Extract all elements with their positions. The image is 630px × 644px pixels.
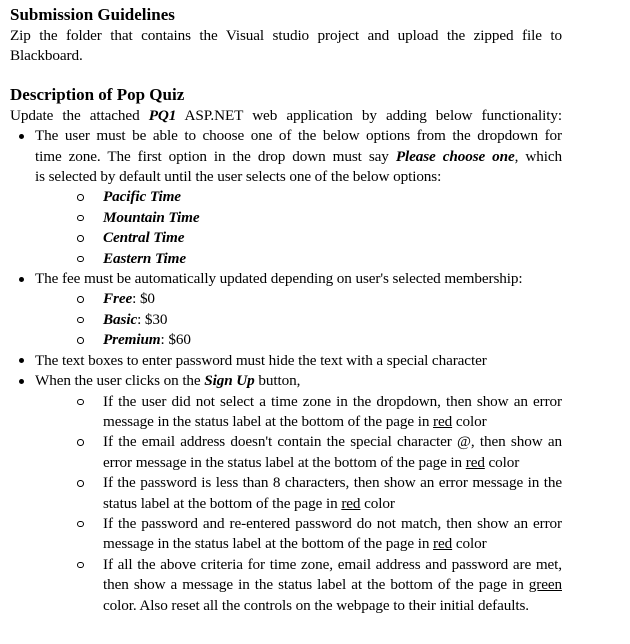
- case-line: If all the above criteria for time zone, email address and password are met,: [103, 555, 562, 573]
- timezone-text: time zone. The first option in the drop down must say: [35, 147, 396, 165]
- option-mountain-time: [10, 208, 562, 228]
- bullet-disc-icon: [19, 134, 24, 139]
- case-line: [103, 453, 562, 473]
- tier-name: Basic: [103, 310, 138, 328]
- case-text: color: [452, 535, 487, 553]
- option-central-time: [10, 228, 562, 248]
- case-text: color: [360, 494, 395, 512]
- option-label: Pacific Time: [103, 188, 181, 206]
- bullet-circle-icon: [77, 317, 84, 324]
- bullet-item-timezone: [10, 126, 562, 187]
- default-option-name: Please choose one: [395, 147, 515, 165]
- intro-text: ASP.NET web application by adding below functionality:: [176, 106, 562, 124]
- tier-amount: : $0: [132, 290, 155, 308]
- tier-name: Free: [103, 290, 133, 308]
- case-line: If the email address doesn't contain the special character @, then show an: [103, 433, 562, 451]
- case-line: [103, 494, 562, 514]
- case-line: color. Also reset all the controls on the webpage to their initial defaults.: [103, 596, 529, 614]
- fee-tier-basic: [10, 310, 562, 330]
- case-line: If the password and re-entered password do not match, then show an error: [103, 514, 562, 532]
- bullet-circle-icon: [77, 215, 84, 222]
- case-text: color: [484, 453, 520, 471]
- color-word-red: red: [433, 412, 453, 430]
- timezone-text: , which: [514, 147, 562, 165]
- case-text: message in the status label at the bottom of the page in: [103, 412, 434, 430]
- bullet-item-signup: [10, 371, 562, 391]
- signup-text: When the user clicks on the: [35, 372, 205, 390]
- bullet-circle-icon: [77, 521, 84, 528]
- timezone-line: is selected by default until the user selects one of the below options:: [35, 168, 442, 186]
- option-label: Central Time: [103, 229, 185, 247]
- bullet-circle-icon: [77, 194, 84, 201]
- signup-line: [35, 371, 562, 391]
- bullet-item-fee: [10, 269, 562, 289]
- submission-guidelines-heading: Submission Guidelines: [10, 5, 175, 24]
- tier-line: [103, 289, 562, 309]
- bullet-disc-icon: [19, 379, 24, 384]
- option-label: Mountain Time: [103, 208, 200, 226]
- color-word-green: green: [528, 576, 562, 594]
- paragraph-line: Zip the folder that contains the Visual studio project and upload the zipped file to: [10, 27, 562, 44]
- timezone-line: The user must be able to choose one of the below options from the dropdown for: [35, 127, 562, 145]
- fee-tier-free: [10, 289, 562, 309]
- tier-line: [103, 310, 562, 330]
- intro-text: Update the attached: [10, 106, 149, 124]
- signup-case-password-match-error: [10, 514, 562, 555]
- bullet-circle-icon: [77, 296, 84, 303]
- case-line: [103, 534, 562, 554]
- fee-text: The fee must be automatically updated depending on user's selected membership:: [35, 270, 523, 288]
- case-line: [103, 575, 562, 595]
- tier-amount: : $30: [137, 310, 168, 328]
- signup-case-email-error: [10, 432, 562, 473]
- case-text: then show a message in the status label at the bottom of the page in: [103, 576, 529, 594]
- bullet-circle-icon: [77, 256, 84, 263]
- bullet-disc-icon: [19, 277, 24, 282]
- bullet-item-password-masking: [10, 351, 562, 371]
- color-word-red: red: [341, 494, 361, 512]
- option-eastern-time: [10, 249, 562, 269]
- option-pacific-time: [10, 187, 562, 207]
- intro-line: [10, 106, 562, 126]
- bullet-circle-icon: [77, 562, 84, 569]
- option-label: Eastern Time: [103, 249, 187, 267]
- case-text: message in the status label at the bottom of the page in: [103, 535, 434, 553]
- tier-amount: : $60: [160, 331, 191, 349]
- bullet-circle-icon: [77, 337, 84, 344]
- fee-tier-premium: [10, 330, 562, 350]
- signup-case-password-length-error: [10, 473, 562, 514]
- signup-case-timezone-error: [10, 392, 562, 433]
- signup-button-name: Sign Up: [204, 372, 255, 390]
- bullet-circle-icon: [77, 480, 84, 487]
- case-text: error message in the status label at the bottom of the page in: [103, 453, 466, 471]
- tier-line: [103, 330, 562, 350]
- case-line: [103, 412, 562, 432]
- signup-text: button,: [254, 372, 301, 390]
- case-text: color: [452, 412, 487, 430]
- bullet-disc-icon: [19, 358, 24, 363]
- submission-paragraph: [10, 26, 562, 67]
- bullet-circle-icon: [77, 439, 84, 446]
- password-rule-text: The text boxes to enter password must hide the text with a special character: [35, 351, 487, 369]
- pop-quiz-heading: Description of Pop Quiz: [10, 84, 185, 104]
- case-text: status label at the bottom of the page in: [103, 494, 342, 512]
- signup-case-success: [10, 555, 562, 616]
- requirements-list: [10, 126, 562, 616]
- tier-name: Premium: [103, 331, 161, 349]
- app-name: PQ1: [148, 106, 177, 124]
- case-line: If the user did not select a time zone in the dropdown, then show an error: [103, 392, 562, 410]
- timezone-line: [35, 147, 562, 167]
- bullet-circle-icon: [77, 235, 84, 242]
- color-word-red: red: [433, 535, 453, 553]
- color-word-red: red: [465, 453, 485, 471]
- paragraph-line: Blackboard.: [10, 47, 83, 65]
- case-line: If the password is less than 8 characters, then show an error message in the: [103, 474, 562, 492]
- bullet-circle-icon: [77, 399, 84, 406]
